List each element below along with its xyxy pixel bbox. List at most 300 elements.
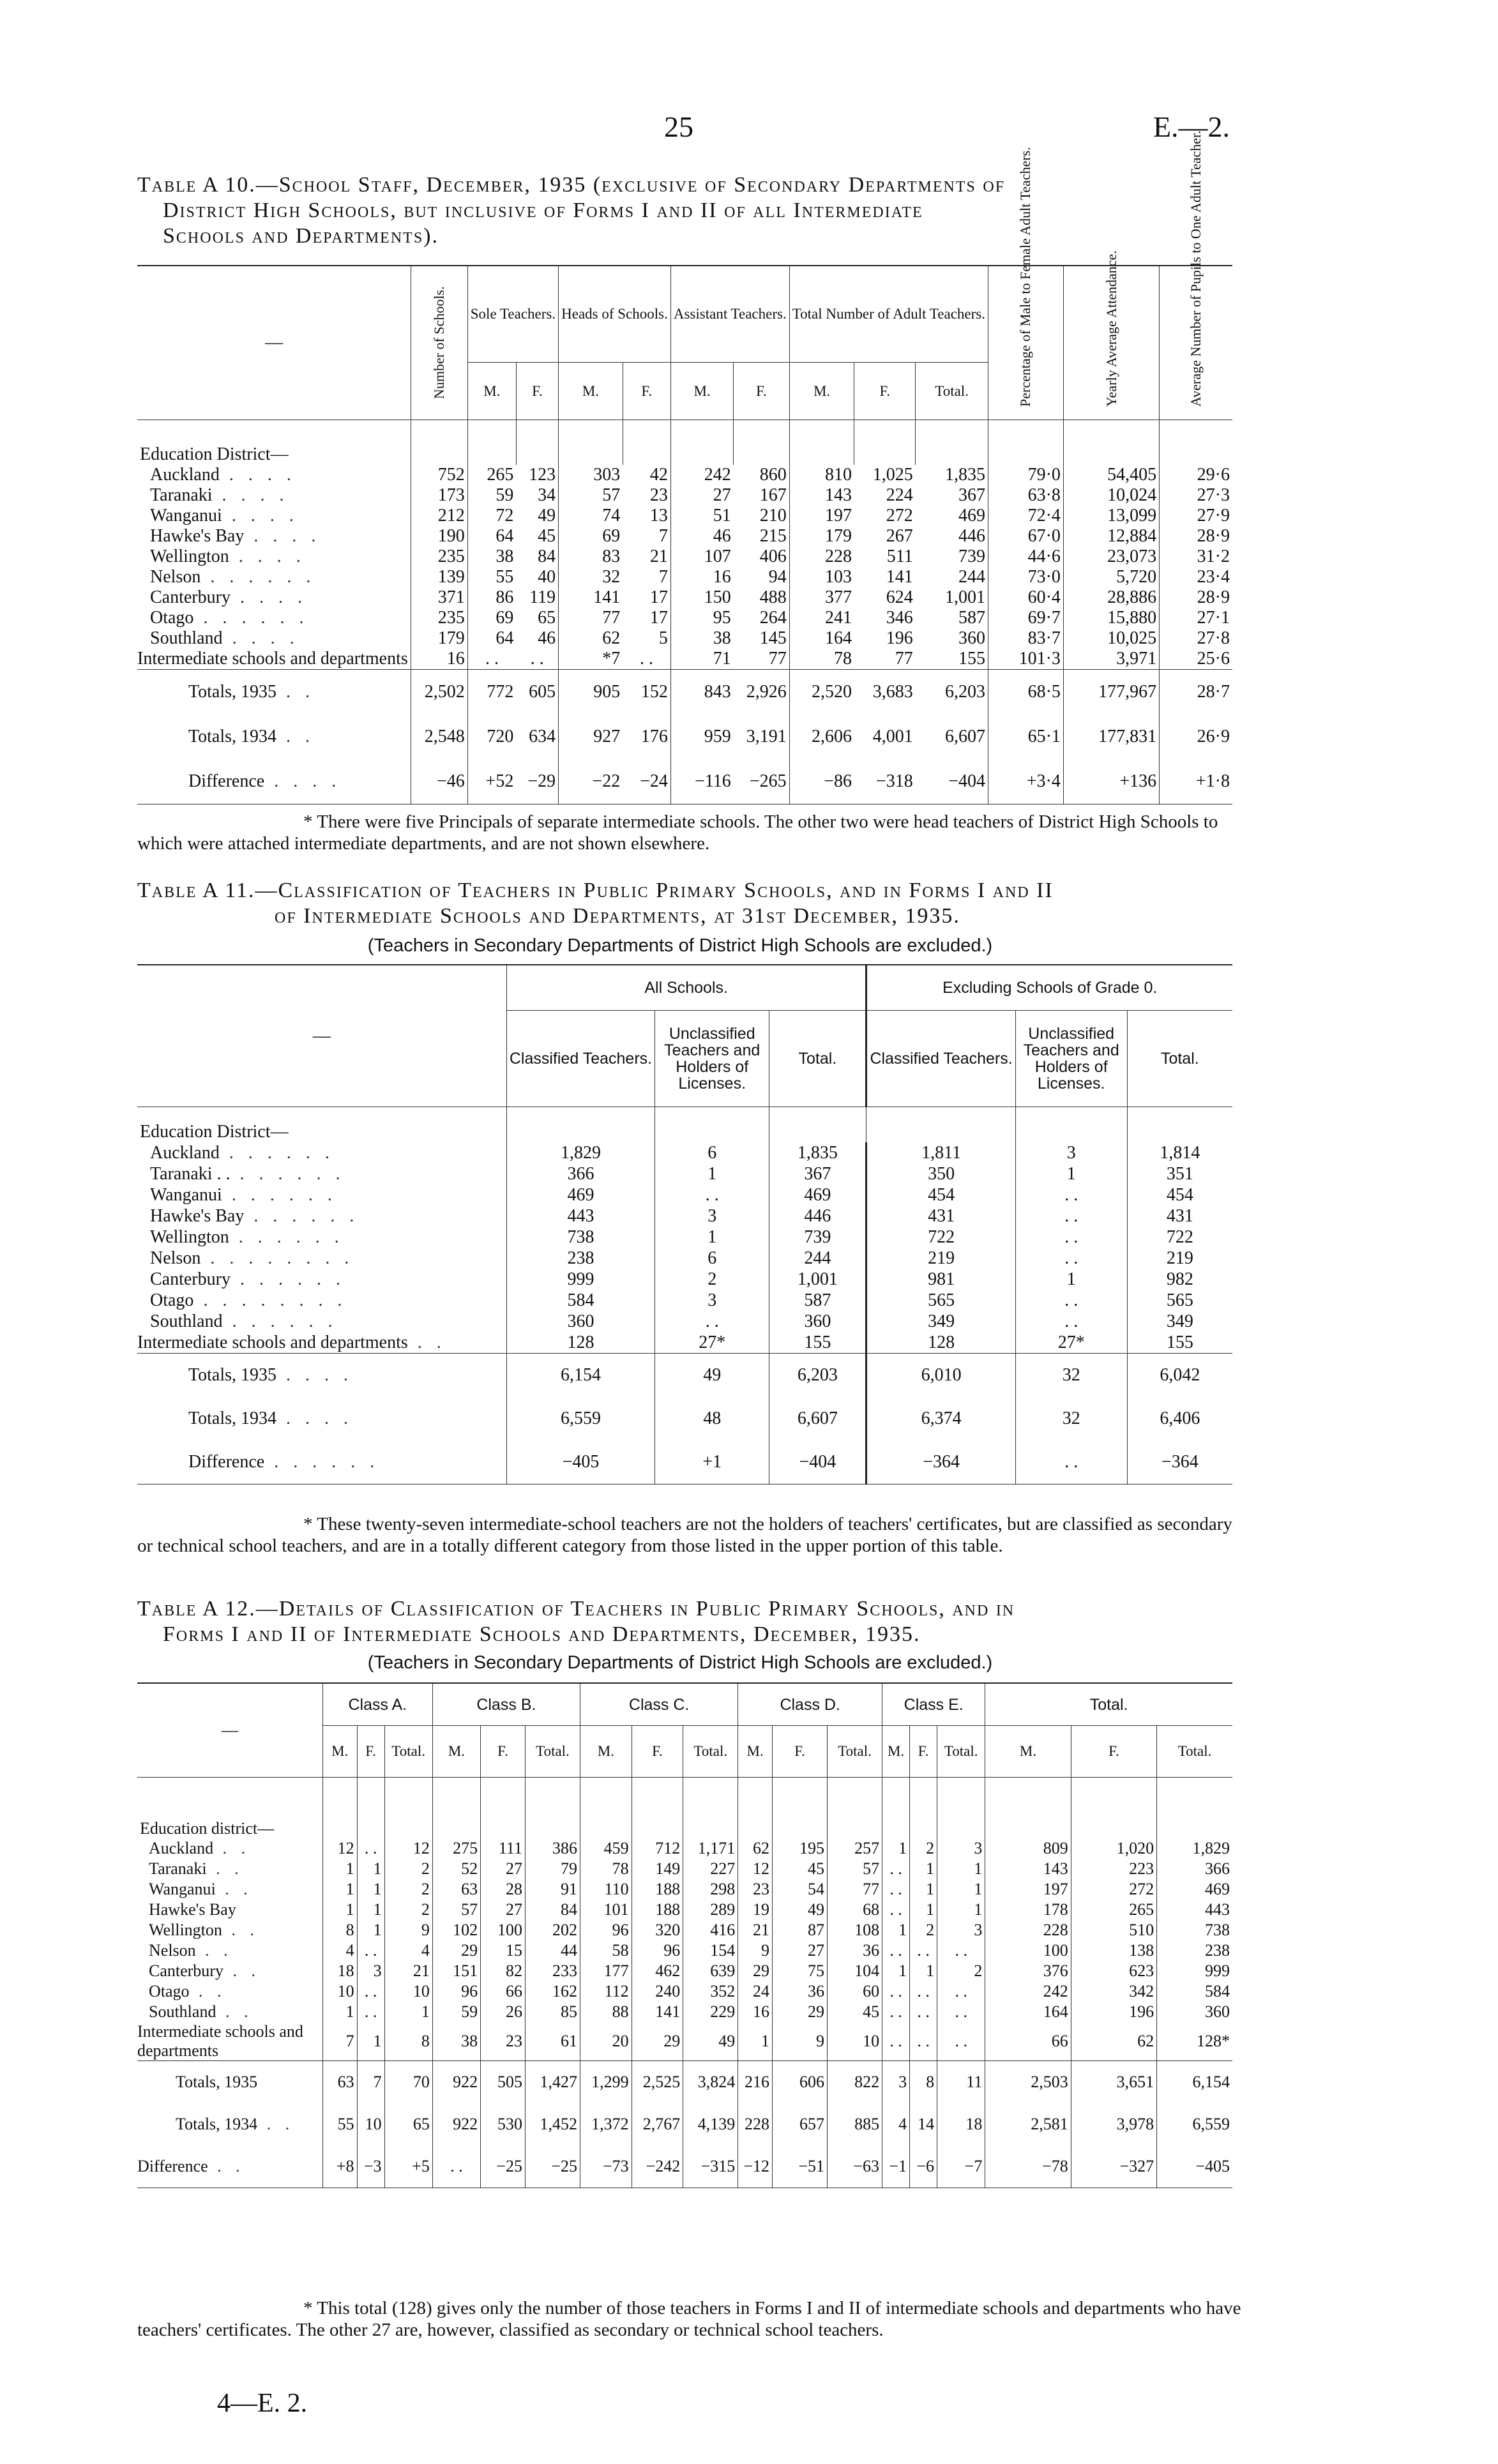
cell-value: 242 <box>670 465 733 485</box>
cell-value: 6,154 <box>506 1354 654 1398</box>
cell-value: 10 <box>357 2103 384 2145</box>
cell-value: 23,073 <box>1063 547 1159 567</box>
cell-value: 219 <box>1127 1248 1232 1269</box>
cell-value: 6,010 <box>866 1354 1015 1398</box>
cell-value: 639 <box>683 1961 738 1981</box>
leader-dots: . . . . <box>212 485 289 505</box>
cell-value: 843 <box>670 670 733 715</box>
cell-value: 101 <box>580 1900 632 1920</box>
cell-value: 88 <box>580 2002 632 2022</box>
table-a10-title-line2: District High Schools, but inclusive of Forms I and II of all Intermediate <box>163 199 923 222</box>
leader-dots: . . <box>407 1332 446 1352</box>
cell-value: −46 <box>411 759 468 805</box>
cell-value: 454 <box>866 1184 1015 1206</box>
header-f: F. <box>481 1726 526 1778</box>
cell-value: . . <box>1015 1206 1127 1227</box>
cell-value: 1,001 <box>945 587 985 607</box>
cell-value: 59 <box>467 485 516 506</box>
row-name: Intermediate schools and departments <box>137 1332 408 1352</box>
cell-value: 6 <box>655 1142 769 1163</box>
cell-value: 64 <box>467 628 516 649</box>
cell-value: 197 <box>985 1879 1071 1900</box>
totals-row <box>137 759 1232 805</box>
cell-value: 981 <box>866 1269 1015 1290</box>
cell-value: 584 <box>1157 1981 1232 2002</box>
cell-value: 38 <box>467 547 516 567</box>
row-label <box>137 608 411 628</box>
leader-dots: . . . . . . <box>200 567 316 587</box>
cell-value: 69 <box>559 526 623 547</box>
cell-value: 469 <box>1157 1879 1232 1900</box>
cell-value: 4 <box>384 1940 432 1961</box>
cell-value: 29 <box>738 1961 773 1981</box>
header-f: F. <box>910 1726 937 1778</box>
cell-value: 177,967 <box>1063 670 1159 715</box>
cell-value: 100 <box>481 1920 526 1940</box>
cell-value: 1 <box>322 1900 357 1920</box>
cell-value: 27 <box>670 485 733 506</box>
cell-value: 1,299 <box>580 2061 632 2104</box>
cell-value: 164 <box>985 2002 1071 2022</box>
cell-value: 23 <box>649 485 668 505</box>
spacer-cell <box>559 420 623 465</box>
cell-value: 9 <box>773 2022 828 2061</box>
leader-dots: . . <box>208 2157 245 2175</box>
spacer-cell <box>506 1107 654 1143</box>
leader-dots: . . . . <box>229 547 306 566</box>
cell-value: 63 <box>432 1879 480 1900</box>
table-row <box>137 587 1232 608</box>
section-row <box>137 420 1232 465</box>
cell-value: 34 <box>538 485 556 505</box>
cell-value: 52 <box>432 1859 480 1879</box>
cell-value: 155 <box>769 1332 866 1354</box>
totals-row <box>137 714 1232 759</box>
cell-value: 21 <box>649 547 668 566</box>
spacer-cell <box>1127 1107 1232 1143</box>
cell-value: 416 <box>683 1920 738 1940</box>
cell-value: 298 <box>683 1879 738 1900</box>
cell-value: 927 <box>559 714 623 759</box>
cell-value: 83·7 <box>988 628 1064 649</box>
cell-value: 18 <box>322 1961 357 1981</box>
row-label <box>137 1981 322 2002</box>
cell-value: 17 <box>649 608 668 628</box>
row-label <box>137 526 411 547</box>
cell-value: 2,548 <box>411 714 468 759</box>
cell-value: . . <box>655 1311 769 1332</box>
table-row <box>137 526 1232 547</box>
cell-value: 86 <box>467 587 516 608</box>
table-a12-title-line2: Forms I and II of Intermediate Schools and Departments, December, 1935. <box>163 1622 921 1646</box>
cell-value: 1 <box>655 1227 769 1248</box>
cell-value: −116 <box>670 759 733 805</box>
cell-value: 12,884 <box>1063 526 1159 547</box>
cell-value: 1 <box>882 1920 910 1940</box>
cell-value: 145 <box>759 628 787 648</box>
table-a12-title-line1: Table A 12.—Details of Classification of Teachers in Public Primary Schools, and in <box>137 1597 1015 1621</box>
cell-value: 68 <box>828 1900 882 1920</box>
row-label <box>137 2103 322 2145</box>
cell-value: 21 <box>384 1961 432 1981</box>
spacer-cell <box>322 1778 357 1839</box>
cell-value: 49 <box>683 2022 738 2061</box>
cell-value: 530 <box>481 2103 526 2145</box>
section-row <box>137 1107 1232 1143</box>
spacer-cell <box>988 420 1064 465</box>
cell-value: 565 <box>866 1290 1015 1311</box>
cell-value: 1 <box>357 1859 384 1879</box>
cell-value: 24 <box>738 1981 773 2002</box>
leader-dots: . . . . . . <box>222 1311 338 1331</box>
cell-value: 999 <box>1157 1961 1232 1981</box>
header-total: Total. <box>916 363 988 420</box>
cell-value: 2 <box>384 1879 432 1900</box>
row-label <box>137 2145 322 2188</box>
spacer-cell <box>985 1778 1071 1839</box>
cell-value: 1,001 <box>769 1269 866 1290</box>
cell-value: 6,607 <box>945 727 985 746</box>
table-a11-footnote: * These twenty-seven intermediate-school teachers are not the holders of teachers' certificates, but are classified as secondary or technical school teachers, and are in a totally different category from those listed in the upper portion of this table. <box>137 1514 1232 1556</box>
cell-value: 1 <box>882 1838 910 1859</box>
row-name: Auckland <box>150 465 220 485</box>
header-m: M. <box>882 1726 910 1778</box>
cell-value: . . <box>882 1940 910 1961</box>
cell-value: 228 <box>985 1920 1071 1940</box>
row-name: Totals, 1934 <box>188 727 277 746</box>
cell-value: 1 <box>357 1920 384 1940</box>
cell-value: 267 <box>886 526 913 546</box>
cell-value: 26 <box>481 2002 526 2022</box>
cell-value: 12 <box>384 1838 432 1859</box>
cell-value: 95 <box>670 608 733 628</box>
cell-value: 75 <box>773 1961 828 1981</box>
cell-value: 8 <box>322 1920 357 1940</box>
cell-value: . . <box>882 1981 910 2002</box>
cell-value: 1,020 <box>1071 1838 1156 1859</box>
cell-value: 1,829 <box>506 1142 654 1163</box>
header-class-b: Class B. <box>432 1683 580 1726</box>
cell-value: 143 <box>789 485 854 506</box>
row-label <box>137 1920 322 1940</box>
table-a10-title <box>137 172 1223 249</box>
row-name: Auckland <box>149 1839 214 1857</box>
table-a12-footnote: * This total (128) gives only the number of those teachers in Forms I and II of intermediate schools and departments who have teachers' certificates. The other 27 are, however, classified as secondary or technical school teachers. <box>137 2298 1241 2340</box>
cell-value: 167 <box>759 485 787 505</box>
cell-value: 265 <box>467 465 516 485</box>
section-label: Education district— <box>140 1819 275 1838</box>
cell-value: 49 <box>538 506 556 525</box>
cell-value: 1 <box>384 2002 432 2022</box>
cell-value: 143 <box>985 1859 1071 1879</box>
cell-value: 443 <box>1157 1900 1232 1920</box>
cell-value: 215 <box>759 526 787 546</box>
cell-value: 1 <box>910 1879 937 1900</box>
header-total: Total. <box>937 1726 985 1778</box>
cell-value: 32 <box>1015 1354 1127 1398</box>
cell-value: 999 <box>506 1269 654 1290</box>
cell-value: 8 <box>910 2061 937 2104</box>
table-row <box>137 2002 1232 2022</box>
cell-value: 1 <box>937 1859 985 1879</box>
row-label <box>137 1269 506 1290</box>
totals-row <box>137 1397 1232 1440</box>
cell-value: −1 <box>882 2145 910 2188</box>
cell-value: 141 <box>632 2002 683 2022</box>
cell-value: 219 <box>866 1248 1015 1269</box>
cell-value: 23 <box>481 2022 526 2061</box>
cell-value: 366 <box>1157 1859 1232 1879</box>
cell-value: 657 <box>773 2103 828 2145</box>
cell-value: . . <box>432 2145 480 2188</box>
leader-dots: . . . . . . <box>219 1142 335 1163</box>
leader-dots: . . <box>223 1961 261 1980</box>
cell-value: 3 <box>882 2061 910 2104</box>
totals-row <box>137 670 1232 715</box>
cell-value: 78 <box>789 649 854 670</box>
cell-value: 366 <box>506 1163 654 1184</box>
spacer-cell <box>769 1107 866 1143</box>
header-m: M. <box>985 1726 1071 1778</box>
cell-value: 1,372 <box>580 2103 632 2145</box>
cell-value: 3,971 <box>1063 649 1159 670</box>
row-name: Hawke's Bay <box>150 526 245 546</box>
spacer-cell <box>411 420 468 465</box>
page-number: 25 <box>664 110 693 143</box>
cell-value: 96 <box>432 1981 480 2002</box>
row-name: Southland <box>150 1311 223 1331</box>
row-name: Taranaki <box>149 1859 207 1878</box>
cell-value: 96 <box>632 1940 683 1961</box>
cell-value: 60·4 <box>988 587 1064 608</box>
cell-value: 10,024 <box>1063 485 1159 506</box>
cell-value: 79·0 <box>988 465 1064 485</box>
cell-value: 346 <box>886 608 913 628</box>
cell-value: 27·1 <box>1160 608 1232 628</box>
table-row <box>137 1227 1232 1248</box>
spacer-cell <box>1063 420 1159 465</box>
cell-value: 6 <box>655 1248 769 1269</box>
header-total: Total. <box>525 1726 580 1778</box>
cell-value: 584 <box>506 1290 654 1311</box>
header-classified: Classified Teachers. <box>866 1011 1015 1107</box>
cell-value: 57 <box>432 1900 480 1920</box>
table-a11-header-row <box>137 965 1232 1011</box>
header-unclassified: Unclassified Teachers and Holders of Licenses. <box>1015 1011 1127 1107</box>
table-row <box>137 608 1232 628</box>
leader-dots: . . . . <box>222 506 299 525</box>
cell-value: 1,452 <box>525 2103 580 2145</box>
table-row <box>137 1900 1232 1920</box>
cell-value: 177,831 <box>1063 714 1159 759</box>
row-name: Nelson <box>150 1248 201 1268</box>
cell-value: 241 <box>789 608 854 628</box>
cell-value: 1,814 <box>1127 1142 1232 1163</box>
row-name: Hawke's Bay <box>149 1900 236 1919</box>
row-label <box>137 1290 506 1311</box>
spacer-cell <box>432 1778 480 1839</box>
totals-row <box>137 2103 1232 2145</box>
cell-value: 14 <box>910 2103 937 2145</box>
cell-value: 257 <box>828 1838 882 1859</box>
leader-dots: . . <box>276 682 315 702</box>
cell-value: 1 <box>655 1163 769 1184</box>
cell-value: 155 <box>958 649 985 669</box>
header-class-a: Class A. <box>322 1683 432 1726</box>
cell-value: 350 <box>866 1163 1015 1184</box>
header-m: M. <box>789 363 854 420</box>
cell-value: 822 <box>828 2061 882 2104</box>
cell-value: 12 <box>738 1859 773 1879</box>
cell-value: 303 <box>559 465 623 485</box>
header-dash: — <box>265 333 284 352</box>
cell-value: 46 <box>538 628 556 648</box>
cell-value: 443 <box>506 1206 654 1227</box>
row-name: Wanganui <box>150 506 222 525</box>
cell-value: 351 <box>1127 1163 1232 1184</box>
cell-value: 162 <box>525 1981 580 2002</box>
row-label <box>137 506 411 526</box>
cell-value: 66 <box>985 2022 1071 2061</box>
table-a11 <box>137 964 1232 1485</box>
cell-value: 36 <box>773 1981 828 2002</box>
cell-value: −7 <box>937 2145 985 2188</box>
row-label <box>137 1961 322 1981</box>
cell-value: 152 <box>640 682 668 702</box>
header-assistant: Assistant Teachers. <box>670 266 789 363</box>
cell-value: 367 <box>769 1163 866 1184</box>
cell-value: 229 <box>683 2002 738 2022</box>
cell-value: 3,683 <box>872 682 913 702</box>
header-all-schools: All Schools. <box>506 965 866 1011</box>
cell-value: 128 <box>506 1332 654 1354</box>
cell-value: 45 <box>773 1859 828 1879</box>
spacer-cell <box>916 420 988 465</box>
header-pct-male: Percentage of Male to Female Adult Teachers. <box>988 266 1064 420</box>
cell-value: 606 <box>773 2061 828 2104</box>
cell-value: 275 <box>432 1838 480 1859</box>
cell-value: 240 <box>632 1981 683 2002</box>
cell-value: 178 <box>985 1900 1071 1920</box>
row-name: Intermediate schools and departments <box>137 2022 303 2060</box>
row-name: Otago <box>150 1290 194 1310</box>
cell-value: 739 <box>958 547 985 566</box>
table-row <box>137 1142 1232 1163</box>
cell-value: 3 <box>937 1920 985 1940</box>
cell-value: 8 <box>384 2022 432 2061</box>
cell-value: 587 <box>769 1290 866 1311</box>
cell-value: 63 <box>322 2061 357 2104</box>
header-m: M. <box>580 1726 632 1778</box>
cell-value: 212 <box>411 506 468 526</box>
cell-value: 104 <box>828 1961 882 1981</box>
cell-value: 67·0 <box>988 526 1064 547</box>
cell-value: 62 <box>738 1838 773 1859</box>
cell-value: 235 <box>411 608 468 628</box>
cell-value: 128* <box>1157 2022 1232 2061</box>
row-label <box>137 2002 322 2022</box>
cell-value: 29 <box>773 2002 828 2022</box>
leader-dots: . . <box>189 1982 227 2000</box>
row-label <box>137 547 411 567</box>
cell-value: 202 <box>525 1920 580 1940</box>
cell-value: 100 <box>985 1940 1071 1961</box>
cell-value: 65 <box>384 2103 432 2145</box>
leader-dots: . . <box>216 2002 253 2021</box>
cell-value: 128 <box>866 1332 1015 1354</box>
header-total: Total. <box>769 1011 866 1107</box>
cell-value: 2 <box>384 1900 432 1920</box>
row-name: Otago <box>150 608 194 628</box>
cell-value: 431 <box>866 1206 1015 1227</box>
table-row <box>137 1290 1232 1311</box>
cell-value: 1,171 <box>683 1838 738 1859</box>
section-label: Education District— <box>140 1122 289 1142</box>
table-row <box>137 1269 1232 1290</box>
spacer-cell <box>467 420 516 465</box>
spacer-cell <box>632 1778 683 1839</box>
cell-value: 197 <box>789 506 854 526</box>
cell-value: . . <box>357 1838 384 1859</box>
cell-value: +8 <box>322 2145 357 2188</box>
cell-value: 96 <box>580 1920 632 1940</box>
cell-value: *7 <box>559 649 623 670</box>
cell-value: 85 <box>525 2002 580 2022</box>
header-excluding: Excluding Schools of Grade 0. <box>866 965 1232 1011</box>
cell-value: . . <box>882 2022 910 2061</box>
leader-dots: . . . . <box>230 587 307 607</box>
cell-value: 29·6 <box>1160 465 1232 485</box>
cell-value: 141 <box>886 567 913 587</box>
row-label <box>137 1184 506 1206</box>
cell-value: 21 <box>738 1920 773 1940</box>
table-a11-title-line2: of Intermediate Schools and Departments, at 31st December, 1935. <box>275 904 960 928</box>
spacer-cell <box>789 420 854 465</box>
cell-value: 244 <box>958 567 985 587</box>
cell-value: −404 <box>769 1440 866 1485</box>
cell-value: 2 <box>910 1838 937 1859</box>
row-name: Difference <box>188 1452 265 1472</box>
leader-dots: . . . . <box>264 771 342 791</box>
header-total-group: Total. <box>985 1683 1232 1726</box>
cell-value: −24 <box>640 771 668 791</box>
cell-value: 27* <box>1015 1332 1127 1354</box>
cell-value: 982 <box>1127 1269 1232 1290</box>
cell-value: 810 <box>789 465 854 485</box>
cell-value: 360 <box>506 1311 654 1332</box>
table-a10-header-row <box>137 266 1232 363</box>
cell-value: +1 <box>655 1440 769 1485</box>
cell-value: 3 <box>937 1838 985 1859</box>
leader-dots: . . . . <box>276 1409 354 1428</box>
row-label <box>137 1440 506 1485</box>
totals-row <box>137 2145 1232 2188</box>
cell-value: 3,651 <box>1071 2061 1156 2104</box>
cell-value: . . <box>882 1900 910 1920</box>
leader-dots: . . . . . . <box>230 1163 345 1184</box>
cell-value: 27·9 <box>1160 506 1232 526</box>
cell-value: 885 <box>828 2103 882 2145</box>
cell-value: 469 <box>769 1184 866 1206</box>
cell-value: 6,374 <box>866 1397 1015 1440</box>
cell-value: . . <box>910 2002 937 2022</box>
table-row <box>137 1311 1232 1332</box>
cell-value: 1 <box>322 1879 357 1900</box>
cell-value: 62 <box>1071 2022 1156 2061</box>
leader-dots: . . . . <box>222 628 299 648</box>
row-name: Nelson <box>150 567 201 587</box>
header-m: M. <box>322 1726 357 1778</box>
